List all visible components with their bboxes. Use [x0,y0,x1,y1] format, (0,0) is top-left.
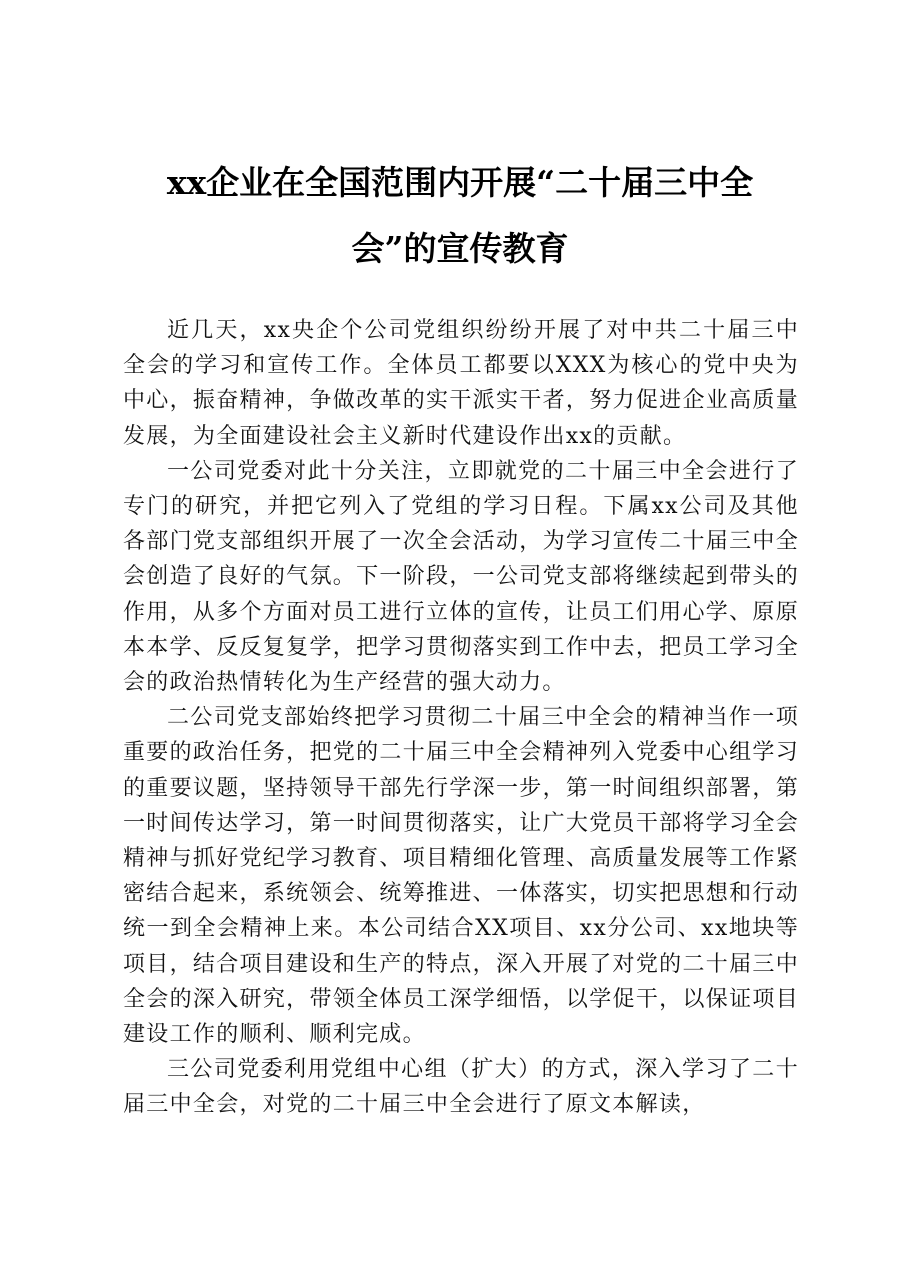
document-body [123,313,799,1123]
paragraph-3: 二公司党支部始终把学习贯彻二十届三中全会的精神当作一项重要的政治任务，把党的二十届三中全会精神列入党委中心组学习的重要议题，坚持领导干部先行学深一步，第一时间组织部署，第一时间传达学习，第一时间贯彻落实，让广大党员干部将学习全会精神与抓好党纪学习教育、项目精细化管理、高质量发展等工作紧密结合起来，系统领会、统筹推进、一体落实，切实把思想和行动统一到全会精神上来。本公司结合XX项目、xx分公司、xx地块等项目，结合项目建设和生产的特点，深入开展了对党的二十届三中全会的深入研究，带领全体员工深学细悟，以学促干，以保证项目建设工作的顺利、顺利完成。 [123,705,799,1048]
title-line-1: xx企业在全国范围内开展“二十届三中全 [166,163,754,202]
document-title [120,150,800,282]
paragraph-1: 近几天，xx央企个公司党组织纷纷开展了对中共二十届三中全会的学习和宣传工作。全体员工都要以XXX为核心的党中央为中心，振奋精神，争做改革的实干派实干者，努力促进企业高质量发展，为全面建设社会主义新时代建设作出xx的贡献。 [123,318,799,449]
paragraph-2: 一公司党委对此十分关注，立即就党的二十届三中全会进行了专门的研究，并把它列入了党组的学习日程。下属xx公司及其他各部门党支部组织开展了一次全会活动，为学习宣传二十届三中全会创造了良好的气氛。下一阶段，一公司党支部将继续起到带头的作用，从多个方面对员工进行立体的宣传，让员工们用心学、原原本本学、反反复复学，把学习贯彻落实到工作中去，把员工学习全会的政治热情转化为生产经营的强大动力。 [123,458,799,696]
paragraph-4: 三公司党委利用党组中心组（扩大）的方式，深入学习了二十届三中全会，对党的二十届三中全会进行了原文本解读， [123,1057,799,1118]
title-line-2: 会”的宣传教育 [351,229,569,268]
